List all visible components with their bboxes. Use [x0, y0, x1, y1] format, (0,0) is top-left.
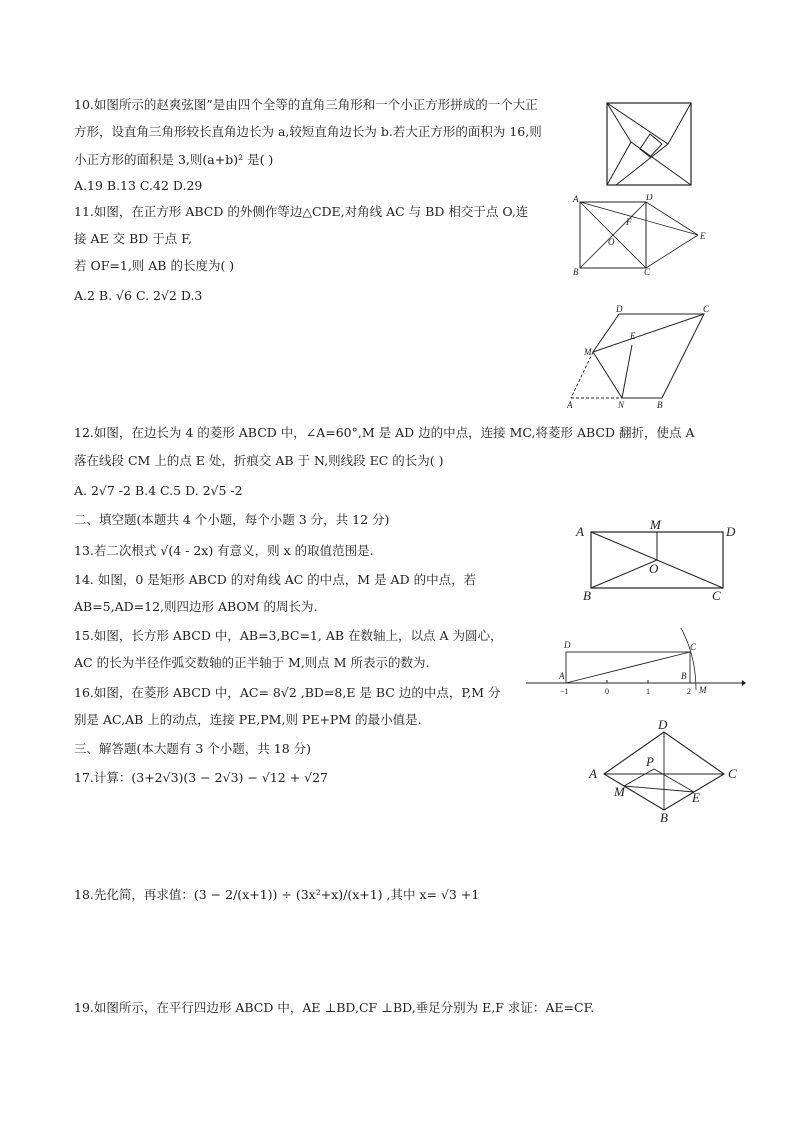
- q11-line1: 11.如图，在正方形 ABCD 的外侧作等边△CDE,对角线 AC 与 BD 相交于点 O,连: [74, 204, 529, 219]
- q11-line2: 接 AE 交 BD 于点 F,: [74, 231, 192, 246]
- q10-line1: 10.如图所示的赵爽弦图”是由四个全等的直角三角形和一个小正方形拼成的一个大正: [74, 97, 538, 112]
- label-A: A: [573, 194, 579, 204]
- label-E: E: [700, 231, 706, 241]
- q18: 18.先化简，再求值：(3 − 2/(x+1)) ÷ (3x²+x)/(x+1) ,其中 x= √3 +1: [74, 887, 480, 902]
- tick-minus-1: −1: [560, 687, 569, 696]
- q13: 13.若二次根式 √(4 - 2x) 有意义，则 x 的取值范围是.: [74, 543, 374, 558]
- q14-line2: AB=5,AD=12,则四边形 ABOM 的周长为.: [74, 599, 318, 614]
- label-A: A: [576, 524, 584, 539]
- label-B: B: [573, 267, 579, 276]
- label-C: C: [712, 588, 721, 603]
- q10-options: A.19 B.13 C.42 D.29: [74, 178, 203, 193]
- label-B: B: [681, 671, 687, 681]
- label-O: O: [649, 561, 659, 576]
- label-D: D: [564, 640, 571, 650]
- section-3-title: 三、解答题(本大题有 3 个小题，共 18 分): [74, 741, 312, 756]
- section-2-title: 二、填空题(本题共 4 个小题，每个小题 3 分，共 12 分): [74, 512, 390, 527]
- q14-line1: 14. 如图，0 是矩形 ABCD 的对角线 AC 的中点，M 是 AD 的中点，若: [74, 572, 477, 587]
- tick-0: 0: [605, 687, 609, 696]
- zhao-shuang-figure: [606, 102, 692, 188]
- label-D: D: [616, 304, 623, 314]
- label-A: A: [559, 671, 565, 681]
- square-triangle-figure: [570, 194, 710, 276]
- q12-line1: 12.如图，在边长为 4 的菱形 ABCD 中，∠A=60°,M 是 AD 边的中点，连接 MC,将菱形 ABCD 翻折，使点 A: [74, 425, 695, 440]
- q12-options: A. 2√7 -2 B.4 C.5 D. 2√5 -2: [74, 483, 243, 498]
- q17: 17.计算：(3+2√3)(3 − 2√3) − √12 + √27: [74, 770, 329, 785]
- label-C: C: [728, 766, 737, 781]
- tick-2: 2: [687, 687, 691, 696]
- label-O: O: [608, 237, 615, 247]
- label-D: D: [646, 194, 653, 202]
- label-D: D: [726, 524, 736, 539]
- label-B: B: [657, 400, 663, 410]
- label-B: B: [660, 810, 668, 825]
- label-C: C: [703, 304, 710, 314]
- label-F: F: [626, 217, 632, 227]
- label-B: B: [583, 588, 591, 603]
- q19: 19.如图所示，在平行四边形 ABCD 中，AE ⊥BD,CF ⊥BD,垂足分别为 E,F 求证：AE=CF.: [74, 1000, 595, 1015]
- label-N: N: [618, 400, 625, 410]
- label-M: M: [614, 784, 625, 799]
- label-E: E: [692, 790, 700, 805]
- number-line-figure: [524, 628, 746, 698]
- q11-line3: 若 OF=1,则 AB 的长度为( ): [74, 258, 235, 273]
- q10-line3: 小正方形的面积是 3,则(a+b)² 是( ): [74, 152, 274, 167]
- q16-line1: 16.如图，在菱形 ABCD 中，AC= 8√2 ,BD=8,E 是 BC 边的中点，P,M 分: [74, 685, 501, 700]
- label-A: A: [589, 766, 597, 781]
- label-A: A: [567, 400, 573, 410]
- label-E: E: [630, 331, 636, 341]
- q15-line1: 15.如图，长方形 ABCD 中，AB=3,BC=1, AB 在数轴上，以点 A 为圆心，: [74, 628, 503, 643]
- label-M: M: [650, 517, 661, 532]
- rectangle-figure: [570, 516, 746, 606]
- label-M: M: [584, 347, 592, 357]
- q10-line2: 方形，设直角三角形较长直角边长为 a,较短直角边长为 b.若大正方形的面积为 16,则: [74, 124, 542, 139]
- q12-line2: 落在线段 CM 上的点 E 处，折痕交 AB 于 N,则线段 EC 的长为( ): [74, 453, 444, 468]
- label-C: C: [690, 642, 697, 652]
- rhombus-min-figure: [582, 716, 746, 826]
- rhombus-fold-figure: [562, 302, 722, 412]
- label-M: M: [699, 685, 707, 695]
- tick-1: 1: [646, 687, 650, 696]
- label-C: C: [644, 267, 651, 276]
- q16-line2: 别是 AC,AB 上的动点，连接 PE,PM,则 PE+PM 的最小值是.: [74, 712, 422, 727]
- label-P: P: [646, 754, 654, 769]
- q15-line2: AC 的长为半径作弧交数轴的正半轴于 M,则点 M 所表示的数为.: [74, 655, 430, 670]
- q11-options: A.2 B. √6 C. 2√2 D.3: [74, 288, 203, 303]
- label-D: D: [658, 717, 668, 732]
